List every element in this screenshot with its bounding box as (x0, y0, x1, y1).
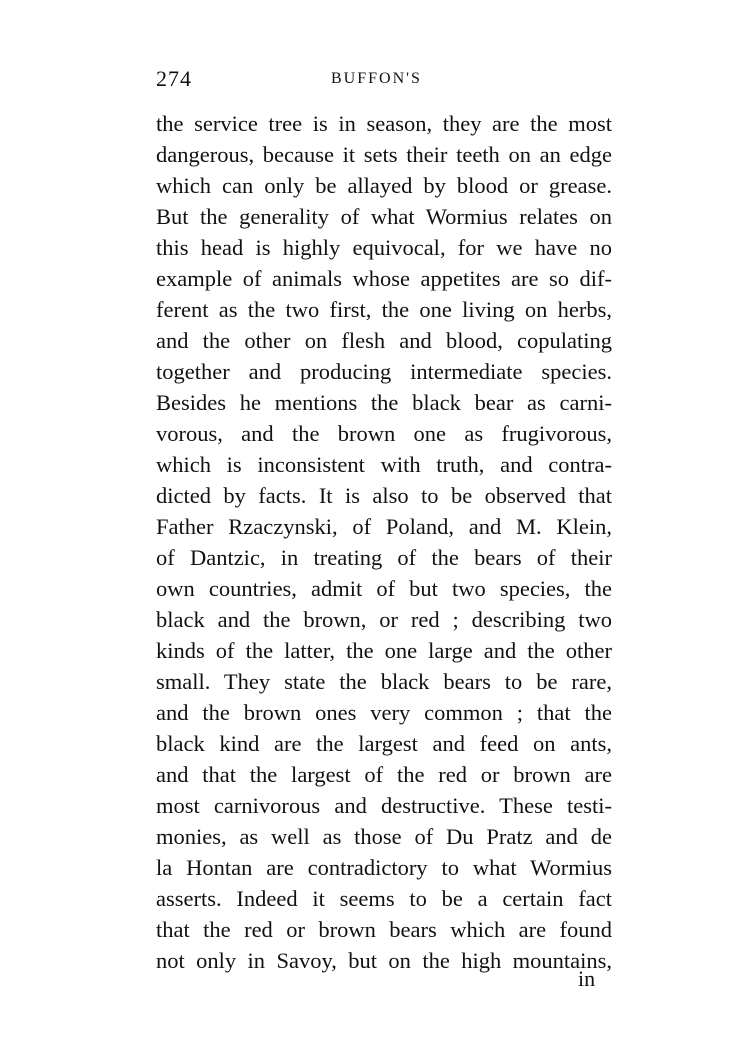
text-line: dangerous, because it sets their teeth on an edge (156, 142, 612, 167)
running-head: BUFFON'S (331, 70, 422, 87)
text-line: of Dantzic, in treating of the bears of their (156, 545, 612, 570)
body-text (156, 108, 612, 976)
text-line: own countries, admit of but two species, the (156, 576, 612, 601)
text-line: not only in Savoy, but on the high mountains, (156, 948, 612, 973)
text-line: asserts. Indeed it seems to be a certain fact (156, 886, 612, 911)
page-header (156, 66, 616, 92)
page-number: 274 (156, 66, 192, 91)
text-line: that the red or brown bears which are found (156, 917, 612, 942)
text-line: Besides he mentions the black bear as carni- (156, 390, 612, 415)
text-line: most carnivorous and destructive. These testi- (156, 793, 612, 818)
text-line: monies, as well as those of Du Pratz and de (156, 824, 612, 849)
text-line: Father Rzaczynski, of Poland, and M. Klein, (156, 514, 612, 539)
text-line: vorous, and the brown one as frugivorous, (156, 421, 612, 446)
text-line: and that the largest of the red or brown are (156, 762, 612, 787)
text-line: and the brown ones very common ; that the (156, 700, 612, 725)
text-line: the service tree is in season, they are the most (156, 111, 612, 136)
text-line: ferent as the two first, the one living on herbs, (156, 297, 612, 322)
text-line: example of animals whose appetites are so dif- (156, 266, 612, 291)
text-line: this head is highly equivocal, for we have no (156, 235, 612, 260)
text-line: black kind are the largest and feed on ants, (156, 731, 612, 756)
text-line: black and the brown, or red ; describing two (156, 607, 612, 632)
text-line: which can only be allayed by blood or grease. (156, 173, 612, 198)
text-line: small. They state the black bears to be rare, (156, 669, 612, 694)
text-line: together and producing intermediate species. (156, 359, 612, 384)
text-line: which is inconsistent with truth, and contra- (156, 452, 612, 477)
text-line: kinds of the latter, the one large and the other (156, 638, 612, 663)
text-line: la Hontan are contradictory to what Wormius (156, 855, 612, 880)
text-line: dicted by facts. It is also to be observed that (156, 483, 612, 508)
text-line: But the generality of what Wormius relates on (156, 204, 612, 229)
catchword: in (578, 966, 596, 991)
text-line: and the other on flesh and blood, copulating (156, 328, 612, 353)
